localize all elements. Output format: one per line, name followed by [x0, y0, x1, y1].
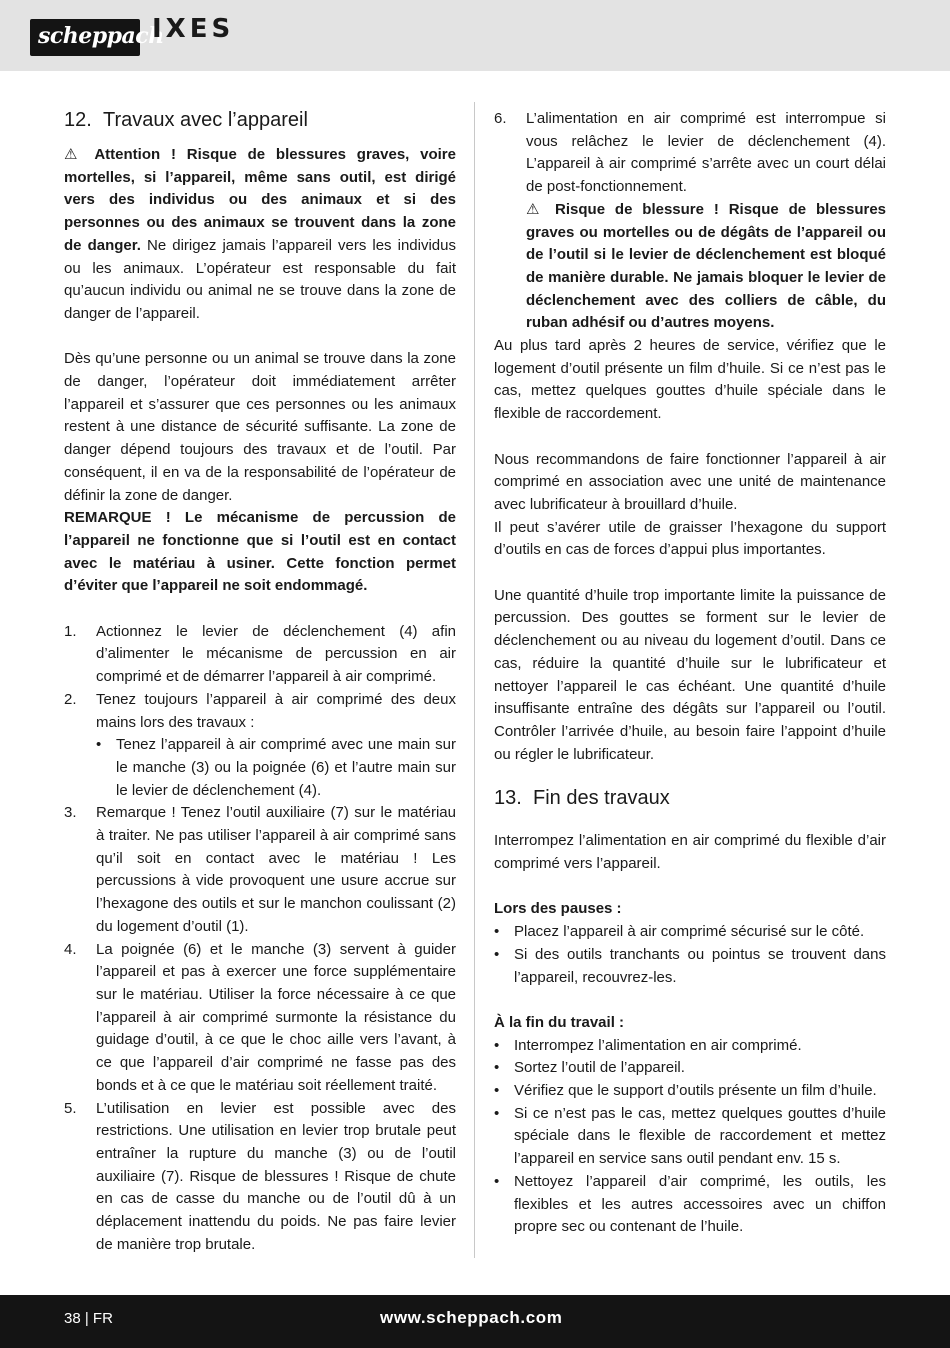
- end-of-work-list: [494, 1035, 886, 1239]
- list-item: [494, 1035, 886, 1058]
- sub-bullet-list: [96, 734, 456, 802]
- warning-bold-text: Attention ! Risque de blessures graves, voire mortelles, si l’appareil, même sans outil, est dirigé vers des individus ou des animaux et si des personnes ou des animaux se trouvent dans la zone de danger.: [64, 146, 456, 254]
- product-series-name: IXES: [152, 14, 235, 44]
- list-item: [64, 939, 456, 1098]
- list-item: [64, 1098, 456, 1257]
- step-text: Tenez toujours l’appareil à air comprimé des deux mains lors des travaux :: [96, 690, 456, 731]
- brand-logo-text: scheppach: [38, 23, 164, 49]
- bullet-text: Si des outils tranchants ou pointus se trouvent dans l’appareil, recouvrez-les.: [514, 945, 886, 986]
- section-13-title: Fin des travaux: [533, 787, 670, 810]
- oil-quantity-paragraph: Une quantité d’huile trop importante limite la puissance de percussion. Des gouttes se forment sur le levier de déclenchement ou au niveau du logement d’outil. Dans ce cas, réduire la quantité d’huile sur le lubrificateur et nettoyer l’appareil le cas échéant. Une quantité d’huile insuffisante entraîne des dégâts sur l’appareil ou l’outil. Contrôler l’arrivée d’huile, au besoin faire l’appoint d’huile ou régler le lubrificateur.: [494, 586, 886, 763]
- steps-list-continued: [494, 108, 886, 335]
- bullet-text: Placez l’appareil à air comprimé sécurisé sur le côté.: [514, 923, 865, 941]
- end-of-work-heading: À la fin du travail :: [494, 1013, 625, 1031]
- list-item: [494, 944, 886, 989]
- step-number: 1.: [64, 622, 77, 640]
- sub-bullet-text: Tenez l’appareil à air comprimé avec une main sur le manche (3) ou la poignée (6) et l’autre main sur le levier de déclenchement (4).: [116, 736, 456, 799]
- bullet-text: Si ce n’est pas le cas, mettez quelques gouttes d’huile spéciale dans le flexible de raccordement et mettez l’appareil en service sans outil pendant env. 15 s.: [514, 1104, 886, 1168]
- list-item: [494, 108, 886, 335]
- step-text: La poignée (6) et le manche (3) servent à guider l’appareil et pas à exercer une force supplémentaire sur le matériau. Utiliser la force nécessaire à ce que l’appareil à air comprimé surmonte la résistance du guidage d’outil, à ce que le choc aille vers l’avant, à ce que l’appareil d’air comprimé ne fasse pas des bonds et à ce que le matériau soit réellement traité.: [96, 940, 456, 1094]
- list-item: [494, 1171, 886, 1239]
- remark-paragraph: REMARQUE ! Le mécanisme de percussion de l’appareil ne fonctionne que si l’outil est en contact avec le matériau à usiner. Cette fonction permet d’éviter que l’appareil ne soit endommagé.: [64, 509, 456, 595]
- bullet-icon: •: [494, 1082, 500, 1100]
- list-item: [64, 621, 456, 689]
- step-number: 6.: [494, 110, 507, 127]
- bullet-icon: •: [494, 945, 500, 963]
- bullet-text: Sortez l’outil de l’appareil.: [514, 1059, 685, 1077]
- step-6-warning: [526, 199, 886, 335]
- steps-list: [64, 621, 456, 1257]
- bullet-text: Vérifiez que le support d’outils présente un film d’huile.: [514, 1082, 877, 1100]
- warning-triangle-icon: ⚠: [64, 146, 85, 163]
- section-12-heading: [64, 108, 456, 132]
- step-number: 5.: [64, 1099, 77, 1117]
- danger-zone-paragraph: Dès qu’une personne ou un animal se trouve dans la zone de danger, l’opérateur doit immédiatement arrêter l’appareil et s’assurer que ces personnes ou les animaux restent à une distance de sécurité suffisante. La zone de danger dépend toujours des travaux et de l’outil. Par conséquent, il en va de la responsabilité de l’opérateur de définir la zone de danger.: [64, 350, 456, 504]
- pauses-list: [494, 921, 886, 989]
- bullet-icon: •: [494, 1036, 500, 1054]
- page-header: [0, 0, 950, 71]
- section-12-number: 12.: [64, 109, 92, 131]
- stop-air-paragraph: Interrompez l’alimentation en air comprimé du flexible d’air comprimé vers l’appareil.: [494, 832, 886, 873]
- bullet-text: Interrompez l’alimentation en air comprimé.: [514, 1036, 802, 1054]
- step-text: Remarque ! Tenez l’outil auxiliaire (7) sur le matériau à traiter. Ne pas utiliser l’appareil à air comprimé sans qu’il soit en contact avec le matériau ! Les percussions à vide provoquent une usure accrue sur l’hexagone des outils et sur le manchon coulissant (2) du logement d’outil (1).: [96, 804, 456, 935]
- step-6-warning-text: Risque de blessure ! Risque de blessures graves ou mortelles ou de dégâts de l’appareil ou de l’outil si le levier de déclenchement est bloqué de manière durable. Ne jamais bloquer le levier de déclenchement avec des colliers de câble, du ruban adhésif ou d’autres moyens.: [526, 200, 887, 332]
- list-item: [64, 802, 456, 938]
- bullet-icon: •: [494, 1104, 500, 1122]
- list-item: [494, 1057, 886, 1080]
- warning-triangle-icon: ⚠: [526, 200, 546, 218]
- page-footer: [0, 1295, 950, 1348]
- grease-paragraph: Il peut s’avérer utile de graisser l’hexagone du support d’outils en cas de forces d’appui plus importantes.: [494, 518, 886, 559]
- step-number: 2.: [64, 690, 77, 708]
- warning-paragraph: [64, 144, 456, 326]
- section-13-heading: [494, 786, 886, 810]
- step-number: 3.: [64, 804, 77, 822]
- list-item: [494, 1080, 886, 1103]
- list-item: [64, 689, 456, 803]
- bullet-icon: •: [494, 1059, 500, 1077]
- bullet-icon: •: [494, 923, 500, 941]
- step-text: L’utilisation en levier est possible avec des restrictions. Une utilisation en levier trop brutale peut entraîner la rupture du manche (3) ou de l’outil auxiliaire (7). Risque de blessures ! Risque de chute en cas de casse du manche ou de l’outil dû à un déplacement inattendu du poids. Ne pas faire levier de manière trop brutale.: [96, 1099, 456, 1253]
- right-column: [494, 108, 886, 1239]
- pauses-heading: Lors des pauses :: [494, 900, 622, 918]
- step-number: 4.: [64, 940, 77, 958]
- section-12-title: Travaux avec l’appareil: [103, 109, 308, 131]
- bullet-text: Nettoyez l’appareil d’air comprimé, les outils, les flexibles et les autres accessoires avec un chiffon propre sec ou contenant de l’huile.: [514, 1172, 886, 1236]
- column-divider: [474, 102, 475, 1258]
- bullet-icon: •: [494, 1172, 500, 1190]
- step-text: L’alimentation en air comprimé est interrompue si vous relâchez le levier de déclenchement (4). L’appareil à air comprimé s’arrête avec un court délai de post-fonctionnement.: [526, 110, 886, 196]
- website-url: www.scheppach.com: [380, 1308, 563, 1327]
- warning-normal-text: Ne dirigez jamais l’appareil vers les individus ou les animaux. L’opérateur est responsable du fait qu’aucun individu ou animal ne se trouve dans la zone de danger de l’appareil.: [64, 236, 456, 322]
- page-number-language: 38 | FR: [64, 1310, 113, 1327]
- brand-logo: [30, 19, 164, 56]
- section-13-number: 13.: [494, 787, 522, 810]
- step-text: Actionnez le levier de déclenchement (4) afin d’alimenter le mécanisme de percussion en air comprimé et de démarrer l’appareil à air comprimé.: [96, 622, 456, 686]
- list-item: [494, 921, 886, 944]
- left-column: [64, 108, 456, 1256]
- bullet-icon: •: [96, 736, 102, 754]
- list-item: [96, 734, 456, 802]
- list-item: [494, 1103, 886, 1171]
- oil-check-paragraph: Au plus tard après 2 heures de service, vérifiez que le logement d’outil présente un film d’huile. Si ce n’est pas le cas, mettez quelques gouttes d’huile spéciale dans le flexible de raccordement.: [494, 337, 886, 423]
- lubricator-paragraph: Nous recommandons de faire fonctionner l’appareil à air comprimé en association avec une unité de maintenance avec lubrificateur à brouillard d’huile.: [494, 450, 886, 513]
